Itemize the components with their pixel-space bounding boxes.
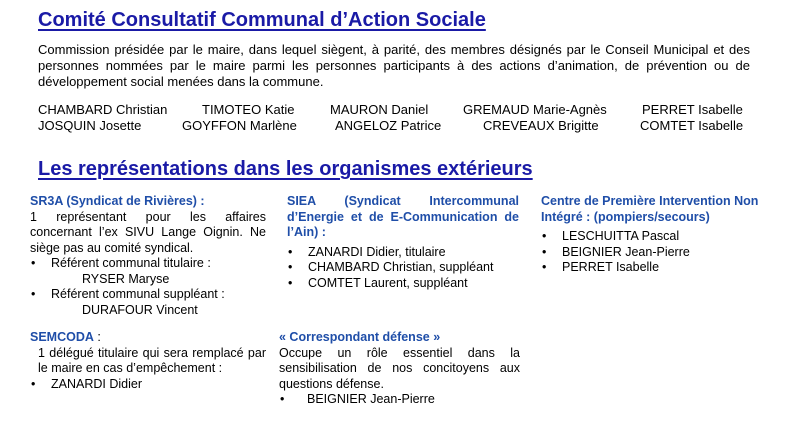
sr3a-item-label: • Référent communal titulaire : <box>30 256 266 272</box>
member-name: MAURON Daniel <box>330 102 429 117</box>
siea-item: • ZANARDI Didier, titulaire <box>287 245 519 261</box>
cpi-item: • LESCHUITTA Pascal <box>541 229 781 245</box>
siea-block <box>287 194 519 291</box>
semcoda-heading-suffix: : <box>93 330 101 344</box>
cpi-item: • PERRET Isabelle <box>541 260 781 276</box>
ccas-description: Commission présidée par le maire, dans lequel siègent, à parité, des membres désignés par le Conseil Municipal et des personnes nommées par le maire parmi les personnes participants à des actions d’animation, de prévention ou de développement social menées dans la commune. <box>38 42 750 89</box>
member-name: CHAMBARD Christian <box>38 102 168 117</box>
member-name: JOSQUIN Josette <box>38 118 142 133</box>
siea-item: • COMTET Laurent, suppléant <box>287 276 519 292</box>
sr3a-item-label: • Référent communal suppléant : <box>30 287 266 303</box>
semcoda-block <box>30 330 266 392</box>
sr3a-item-value: DURAFOUR Vincent <box>82 302 198 317</box>
semcoda-item: • ZANARDI Didier <box>30 377 266 393</box>
defense-item: • BEIGNIER Jean-Pierre <box>279 392 520 408</box>
sr3a-text: 1 représentant pour les affaires concernant l’ex SIVU Lange Oignin. Ne siège pas au comité syndical. <box>30 209 266 255</box>
member-name: GREMAUD Marie-Agnès <box>463 102 607 117</box>
sr3a-item-value: RYSER Maryse <box>82 271 170 286</box>
representations-title: Les représentations dans les organismes extérieurs <box>38 158 533 180</box>
siea-item: • CHAMBARD Christian, suppléant <box>287 260 519 276</box>
defense-text: Occupe un rôle essentiel dans la sensibilisation de nos concitoyens aux questions défense. <box>279 345 520 391</box>
siea-heading: SIEA (Syndicat Intercommunal d’Energie et de E-Communication de l’Ain) : <box>287 194 519 239</box>
member-name: COMTET Isabelle <box>640 118 744 133</box>
cpi-heading: Centre de Première Intervention Non Intégré : (pompiers/secours) <box>541 194 759 224</box>
sr3a-block <box>30 194 266 318</box>
cpi-item: • BEIGNIER Jean-Pierre <box>541 245 781 261</box>
ccas-title: Comité Consultatif Communal d’Action Sociale <box>38 9 486 31</box>
member-name: ANGELOZ Patrice <box>335 118 442 133</box>
defense-heading: « Correspondant défense » <box>279 330 441 344</box>
sr3a-heading: SR3A (Syndicat de Rivières) : <box>30 194 205 208</box>
member-name: PERRET Isabelle <box>642 102 743 117</box>
member-name: CREVEAUX Brigitte <box>483 118 599 133</box>
member-name: GOYFFON Marlène <box>182 118 297 133</box>
cpi-block <box>541 194 781 276</box>
semcoda-heading: SEMCODA <box>30 330 94 344</box>
semcoda-text: 1 délégué titulaire qui sera remplacé par le maire en cas d’empêchement : <box>38 345 266 375</box>
defense-block <box>279 330 520 408</box>
member-name: TIMOTEO Katie <box>202 102 295 117</box>
